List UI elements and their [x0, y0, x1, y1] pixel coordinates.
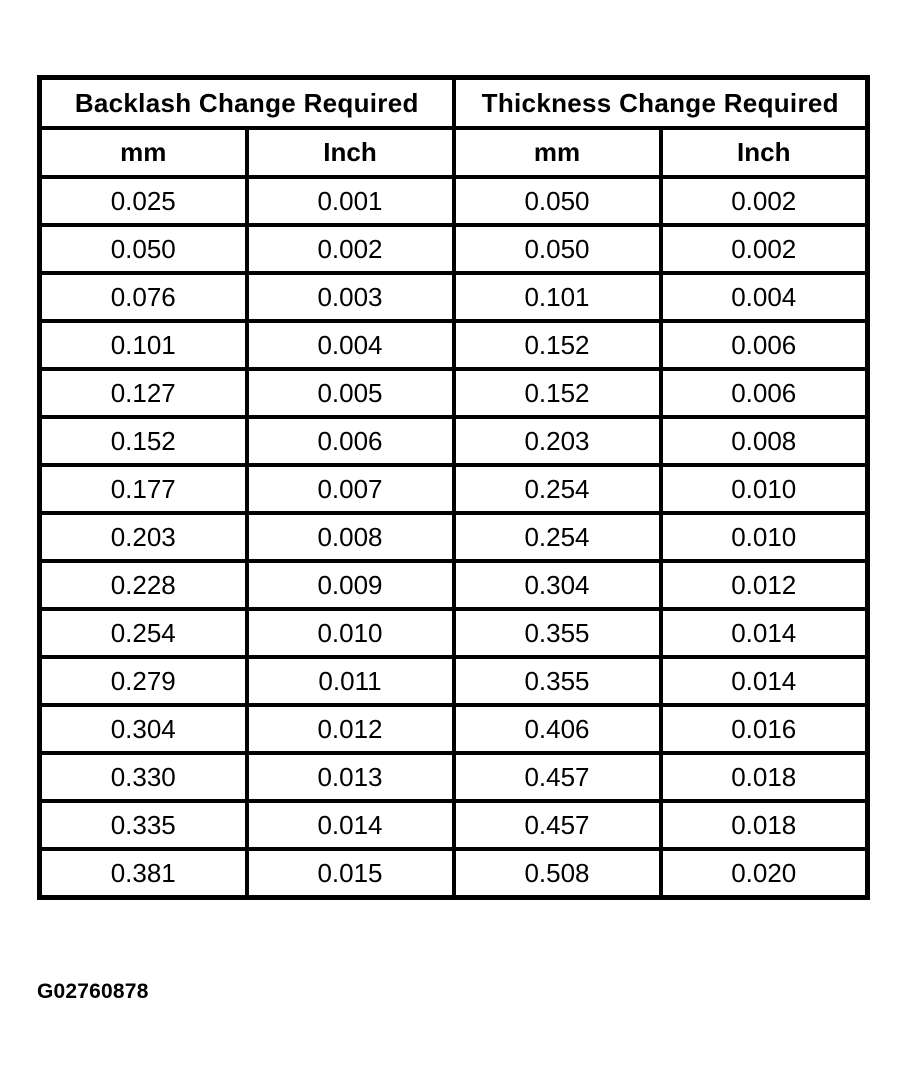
thickness-mm-cell: 0.050	[454, 225, 661, 273]
thickness-inch-header: Inch	[661, 128, 868, 177]
backlash-inch-cell: 0.004	[247, 321, 454, 369]
backlash-inch-cell: 0.012	[247, 705, 454, 753]
backlash-mm-cell: 0.177	[40, 465, 247, 513]
table-body	[40, 177, 868, 898]
backlash-inch-cell: 0.002	[247, 225, 454, 273]
backlash-mm-header: mm	[40, 128, 247, 177]
thickness-mm-cell: 0.355	[454, 657, 661, 705]
table-row	[40, 849, 868, 898]
backlash-mm-cell: 0.228	[40, 561, 247, 609]
backlash-mm-cell: 0.279	[40, 657, 247, 705]
backlash-mm-cell: 0.076	[40, 273, 247, 321]
backlash-inch-cell: 0.009	[247, 561, 454, 609]
table-row	[40, 801, 868, 849]
backlash-mm-cell: 0.025	[40, 177, 247, 225]
thickness-inch-cell: 0.020	[661, 849, 868, 898]
thickness-mm-cell: 0.508	[454, 849, 661, 898]
backlash-inch-cell: 0.015	[247, 849, 454, 898]
backlash-mm-cell: 0.381	[40, 849, 247, 898]
thickness-mm-cell: 0.152	[454, 321, 661, 369]
thickness-inch-cell: 0.006	[661, 321, 868, 369]
thickness-inch-cell: 0.018	[661, 801, 868, 849]
backlash-inch-cell: 0.003	[247, 273, 454, 321]
thickness-inch-cell: 0.014	[661, 657, 868, 705]
backlash-mm-cell: 0.203	[40, 513, 247, 561]
backlash-inch-cell: 0.014	[247, 801, 454, 849]
backlash-mm-cell: 0.254	[40, 609, 247, 657]
thickness-mm-cell: 0.355	[454, 609, 661, 657]
table-row	[40, 513, 868, 561]
thickness-mm-header: mm	[454, 128, 661, 177]
thickness-mm-cell: 0.050	[454, 177, 661, 225]
backlash-mm-cell: 0.304	[40, 705, 247, 753]
table-row	[40, 273, 868, 321]
thickness-mm-cell: 0.457	[454, 753, 661, 801]
table-row	[40, 177, 868, 225]
backlash-inch-cell: 0.008	[247, 513, 454, 561]
backlash-thickness-table	[37, 75, 870, 900]
thickness-change-header: Thickness Change Required	[454, 78, 868, 129]
table-row	[40, 225, 868, 273]
thickness-inch-cell: 0.014	[661, 609, 868, 657]
thickness-mm-cell: 0.254	[454, 465, 661, 513]
backlash-inch-cell: 0.006	[247, 417, 454, 465]
table-row	[40, 753, 868, 801]
table-row	[40, 561, 868, 609]
backlash-inch-header: Inch	[247, 128, 454, 177]
table-row	[40, 417, 868, 465]
thickness-mm-cell: 0.101	[454, 273, 661, 321]
thickness-inch-cell: 0.002	[661, 225, 868, 273]
backlash-inch-cell: 0.005	[247, 369, 454, 417]
thickness-inch-cell: 0.004	[661, 273, 868, 321]
backlash-mm-cell: 0.050	[40, 225, 247, 273]
figure-id-label: G02760878	[37, 980, 149, 1003]
table-row	[40, 609, 868, 657]
thickness-inch-cell: 0.008	[661, 417, 868, 465]
backlash-mm-cell: 0.330	[40, 753, 247, 801]
backlash-mm-cell: 0.127	[40, 369, 247, 417]
thickness-inch-cell: 0.010	[661, 465, 868, 513]
thickness-mm-cell: 0.152	[454, 369, 661, 417]
thickness-mm-cell: 0.457	[454, 801, 661, 849]
backlash-inch-cell: 0.011	[247, 657, 454, 705]
table-row	[40, 321, 868, 369]
table-row	[40, 465, 868, 513]
backlash-inch-cell: 0.010	[247, 609, 454, 657]
thickness-inch-cell: 0.010	[661, 513, 868, 561]
table-row	[40, 705, 868, 753]
backlash-inch-cell: 0.013	[247, 753, 454, 801]
backlash-mm-cell: 0.152	[40, 417, 247, 465]
thickness-inch-cell: 0.006	[661, 369, 868, 417]
group-header-row	[40, 78, 868, 129]
backlash-change-header: Backlash Change Required	[40, 78, 454, 129]
thickness-inch-cell: 0.018	[661, 753, 868, 801]
thickness-mm-cell: 0.254	[454, 513, 661, 561]
thickness-mm-cell: 0.203	[454, 417, 661, 465]
backlash-inch-cell: 0.001	[247, 177, 454, 225]
table-row	[40, 369, 868, 417]
backlash-mm-cell: 0.101	[40, 321, 247, 369]
thickness-inch-cell: 0.012	[661, 561, 868, 609]
table-row	[40, 657, 868, 705]
unit-header-row	[40, 128, 868, 177]
thickness-mm-cell: 0.406	[454, 705, 661, 753]
backlash-mm-cell: 0.335	[40, 801, 247, 849]
thickness-mm-cell: 0.304	[454, 561, 661, 609]
thickness-inch-cell: 0.016	[661, 705, 868, 753]
backlash-inch-cell: 0.007	[247, 465, 454, 513]
thickness-inch-cell: 0.002	[661, 177, 868, 225]
